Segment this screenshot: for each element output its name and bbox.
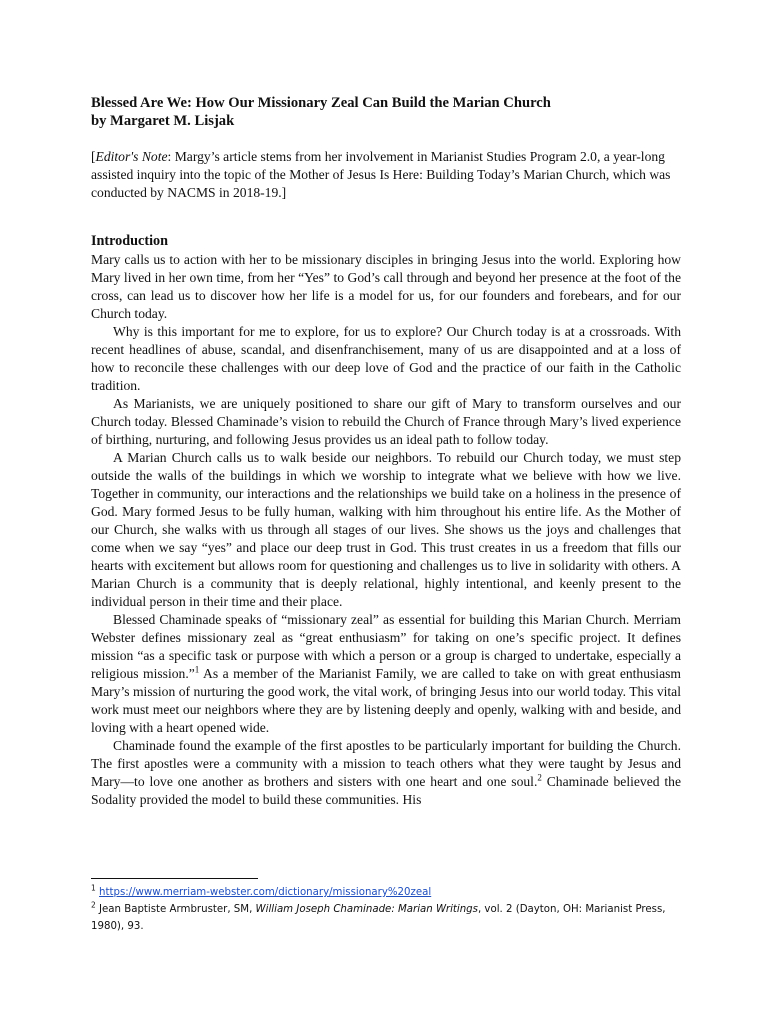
footnote-2-text-post: , vol. 2 (Dayton, OH: Marianist Press, 1980), 93. — [91, 904, 666, 932]
article-body — [91, 232, 681, 809]
footnote-2-book-title: William Joseph Chaminade: Marian Writings — [255, 904, 478, 915]
paragraph-4: A Marian Church calls us to walk beside our neighbors. To rebuild our Church today, we must step outside the walls of the buildings in which we worship to integrate what we believe with how we live. Together in community, our interactions and the relationships we build take on a holiness in the presence of God. Mary formed Jesus to be fully human, walking with him throughout his entire life. As the Mother of our Church, she walks with us through all stages of our lives. She shows us the joys and challenges that come when we say “yes” and place our deep trust in God. This trust creates in us a freedom that fills our hearts with excitement but allows room for questioning and challenges us to live in solidarity with others. A Marian Church is a community that is deeply relational, highly intentional, and keenly present to the individual person in their time and their place. — [91, 450, 681, 609]
paragraph-3: As Marianists, we are uniquely positioned to share our gift of Mary to transform ourselves and our Church today. Blessed Chaminade’s vision to rebuild the Church of France through Mary’s lived experience of birthing, nurturing, and following Jesus provides us an ideal path to follow today. — [91, 396, 681, 447]
editors-note-text: : Margy’s article stems from her involvement in Marianist Studies Program 2.0, a year-long assisted inquiry into the topic of the Mother of Jesus Is Here: Building Today’s Marian Church, which was conducted by NACMS in 2018-19.] — [91, 149, 671, 200]
editors-note — [91, 148, 691, 202]
footnotes — [91, 884, 681, 935]
footnote-1-number: 1 — [91, 883, 96, 893]
footnote-1 — [91, 884, 681, 901]
paragraph-6 — [91, 737, 681, 809]
footnote-ref-2[interactable]: 2 — [537, 772, 542, 783]
note-open-bracket: [ — [91, 149, 96, 164]
editors-note-label: Editor's Note — [95, 149, 168, 164]
footnote-2-number: 2 — [91, 900, 96, 910]
paragraph-2: Why is this important for me to explore, for us to explore? Our Church today is at a crossroads. With recent headlines of abuse, scandal, and disenfranchisement, many of us are disappointed and at a loss of how to reconcile these challenges with our deep love of God and the practice of our faith in the Catholic tradition. — [91, 324, 681, 393]
paragraph-6-part-b: Chaminade believed the Sodality provided the model to build these communities. His — [91, 774, 682, 807]
section-heading: Introduction — [91, 233, 168, 249]
footnote-1-link[interactable]: https://www.merriam-webster.com/dictionary/missionary%20zeal — [99, 887, 432, 898]
title-line: Blessed Are We: How Our Missionary Zeal Can Build the Marian Church — [91, 95, 551, 111]
paragraph-6-part-a: Chaminade found the example of the first apostles to be particularly important for building the Church. The first apostles were a community with a mission to teach others what they were taught by Jesus and Mary—to love one another as brothers and sisters with one heart and one soul. — [91, 738, 681, 789]
footnote-2-text-pre: Jean Baptiste Armbruster, SM, — [95, 904, 256, 915]
author-byline: by Margaret M. Lisjak — [91, 113, 235, 129]
paragraph-5 — [91, 611, 681, 737]
article-title — [91, 94, 711, 130]
paragraph-5-part-a: Blessed Chaminade speaks of “missionary zeal” as essential for building this Marian Church. Merriam Webster defines missionary zeal as “great enthusiasm” for taking on one’s specific project. It defines mission “as a specific task or purpose with which a person or a group is charged to undertake, especially a religious mission.” — [91, 612, 681, 681]
footnote-2 — [91, 901, 681, 935]
paragraph-1: Mary calls us to action with her to be missionary disciples in bringing Jesus into the world. Exploring how Mary lived in her own time, from her “Yes” to God’s call through and beyond her presence at the foot of the cross, can lead us to discover how her life is a model for us, for our founders and forebears, and for our Church today. — [91, 252, 681, 321]
paragraph-5-part-b: As a member of the Marianist Family, we are called to take on with great enthusiasm Mary’s mission of nurturing the good work, the vital work, of bringing Jesus into our world today. This vital work must meet our neighbors where they are by listening deeply and openly, walking with and beside, and loving with a heart opened wide. — [91, 666, 681, 735]
footnote-separator — [91, 878, 258, 879]
footnote-ref-1[interactable]: 1 — [194, 664, 200, 675]
